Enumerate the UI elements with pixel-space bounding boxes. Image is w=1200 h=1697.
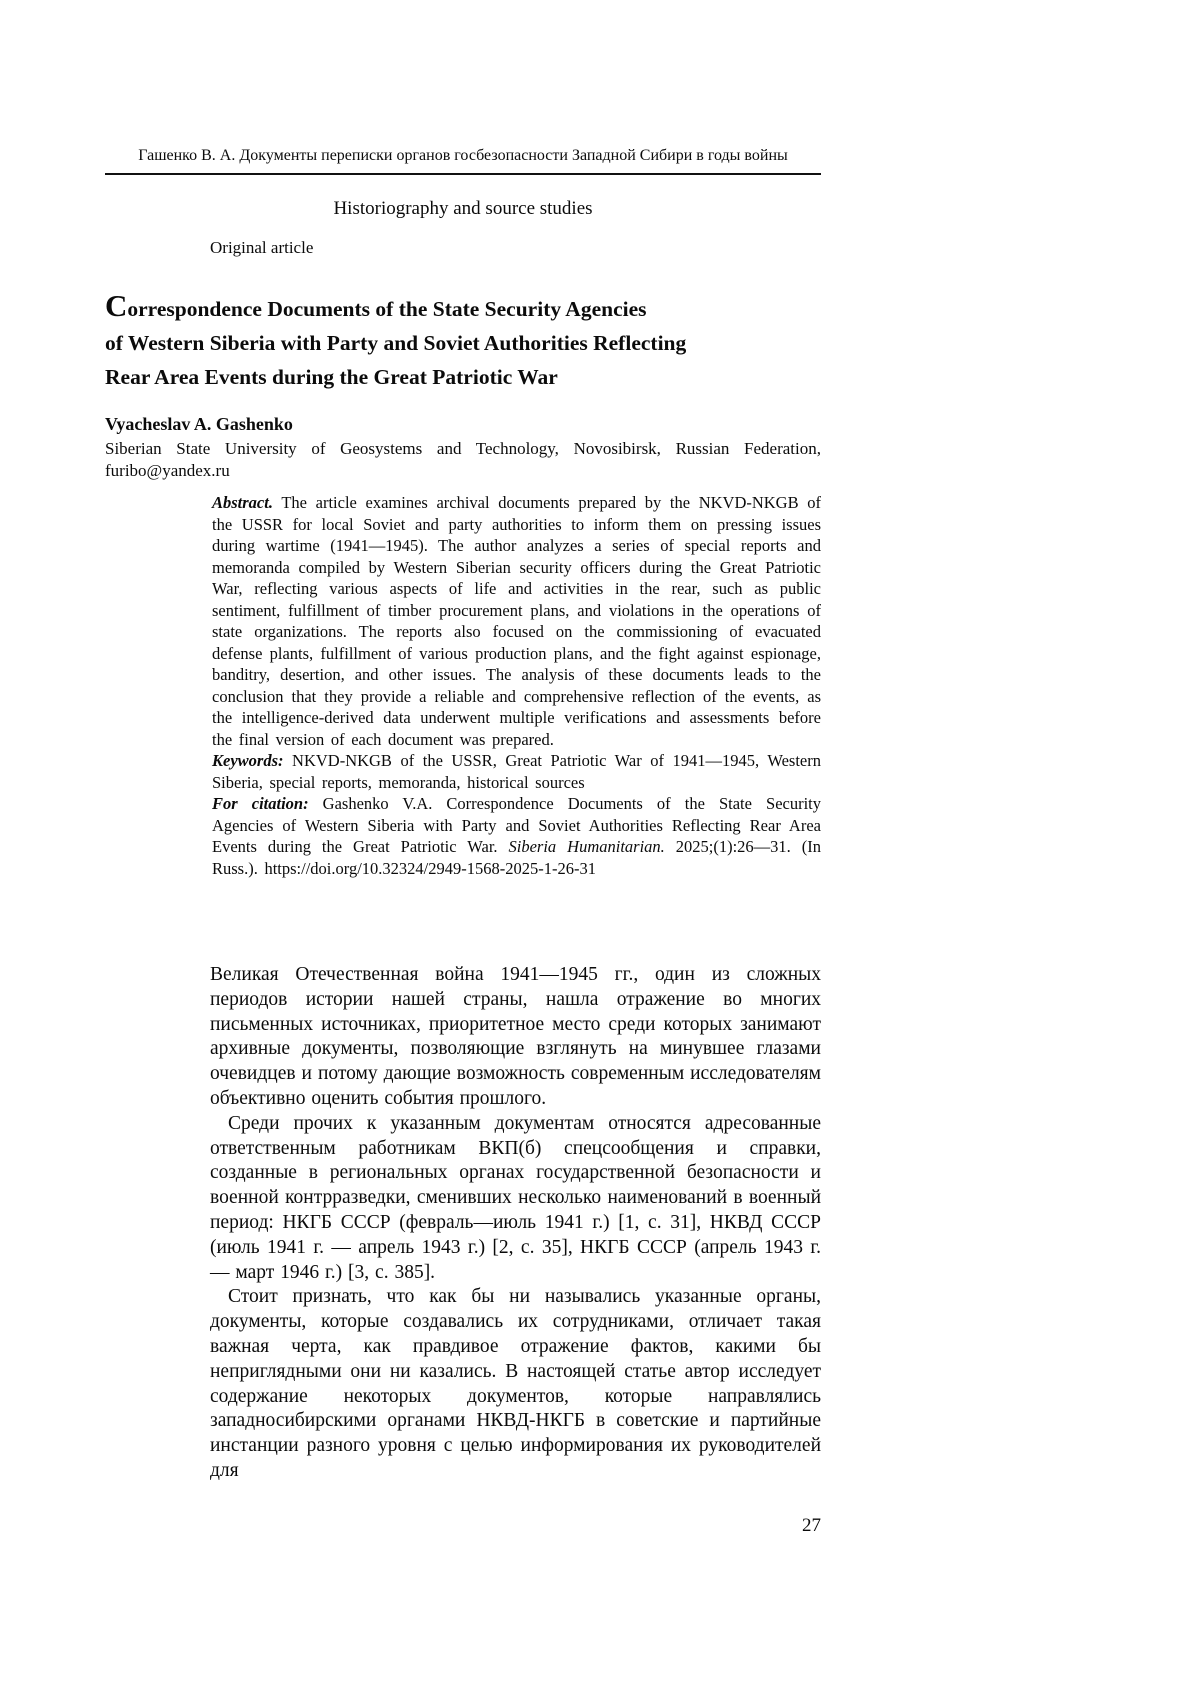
author-affiliation bbox=[105, 438, 821, 482]
page-number: 27 bbox=[802, 1514, 821, 1536]
citation-issue-text: 2025;(1):26—31. (In Russ.). bbox=[212, 837, 822, 878]
article-title-line: of Western Siberia with Party and Soviet Authorities Reflecting bbox=[105, 331, 687, 355]
abstract-text: The article examines archival documents prepared by the NKVD-NKGB of the USSR for local Soviet and party authorities to inform them on pressing issues during wartime (1941—1945). The author analyzes a series of special reports and memoranda compiled by Western Siberian security officers during the Great Patriotic War, reflecting various aspects of life and activities in the rear, such as public sentiment, fulfillment of timber procurement plans, and violations in the operations of state organizations. The reports also focused on the commissioning of evacuated defense plants, fulfillment of various production plans, and the fight against espionage, banditry, desertion, and other issues. The analysis of these documents leads to the conclusion that they provide a reliable and comprehensive reflection of the events, as the intelligence-derived data underwent multiple verifications and assessments before the final version of each document was prepared. bbox=[212, 493, 822, 749]
abstract-block bbox=[212, 492, 821, 879]
author-affiliation-text: Siberian State University of Geosystems and Technology, Novosibirsk, Russian Federation, bbox=[105, 439, 821, 458]
article-title bbox=[105, 289, 821, 394]
citation-paragraph bbox=[212, 793, 821, 879]
journal-title: Siberia Humanitarian. bbox=[508, 837, 665, 856]
body-paragraph: Среди прочих к указанным документам относятся адресованные ответственным работникам ВКП(б) спецсообщения и справки, созданные в региональных органах государственной безопасности и военной контрразведки, сменивших несколько наименований в военный период: НКГБ СССР (февраль—июль 1941 г.) [1, с. 31], НКВД СССР (июль 1941 г. — апрель 1943 г.) [2, с. 35], НКГБ СССР (апрель 1943 г. — март 1946 г.) [3, с. 385]. bbox=[210, 1112, 821, 1283]
citation-label: For citation: bbox=[212, 794, 309, 813]
body-paragraph: Стоит признать, что как бы ни назывались указанные органы, документы, которые создавались их сотрудниками, отличает такая важная черта, как правдивое отражение фактов, какими бы неприглядными они ни казались. В настоящей статье автор исследует содержание некоторых документов, которые направлялись западносибирскими органами НКВД-НКГБ в советские и партийные инстанции разного уровня с целью информирования их руководителей для bbox=[210, 1286, 821, 1481]
article-type-label: Original article bbox=[210, 238, 314, 257]
author-email[interactable]: furibo@yandex.ru bbox=[105, 461, 230, 480]
citation-text: Gashenko V.A. Correspondence Documents of the State Security Agencies of Western Siberia with Party and Soviet Authorities Reflecting Rear Area Events during the Great Patriotic War. bbox=[212, 794, 822, 856]
running-head: Гашенко В. А. Документы переписки органов госбезопасности Западной Сибири в годы войны bbox=[105, 146, 821, 175]
keywords-label: Keywords: bbox=[212, 751, 284, 770]
body-paragraph: Великая Отечественная война 1941—1945 гг., один из сложных периодов истории нашей страны, нашла отражение во многих письменных источниках, приоритетное место среди которых занимают архивные документы, позволяющие взглянуть на минувшее глазами очевидцев и потому дающие возможность современным исследователям объективно оценить события прошлого. bbox=[210, 964, 821, 1109]
article-title-line: Rear Area Events during the Great Patriotic War bbox=[105, 365, 558, 389]
abstract-label: Abstract. bbox=[212, 493, 273, 512]
abstract-paragraph bbox=[212, 492, 821, 750]
body-text bbox=[210, 963, 821, 1484]
keywords-text: NKVD-NKGB of the USSR, Great Patriotic War of 1941—1945, Western Siberia, special reports, memoranda, historical sources bbox=[212, 751, 821, 792]
keywords-paragraph bbox=[212, 750, 821, 793]
section-heading: Historiography and source studies bbox=[333, 198, 593, 219]
doi-link[interactable]: https://doi.org/10.32324/2949-1568-2025-1-26-31 bbox=[264, 858, 596, 878]
page-content bbox=[105, 0, 821, 1538]
author-name: Vyacheslav A. Gashenko bbox=[105, 414, 293, 434]
article-title-line: Correspondence Documents of the State Security Agencies bbox=[105, 288, 647, 323]
